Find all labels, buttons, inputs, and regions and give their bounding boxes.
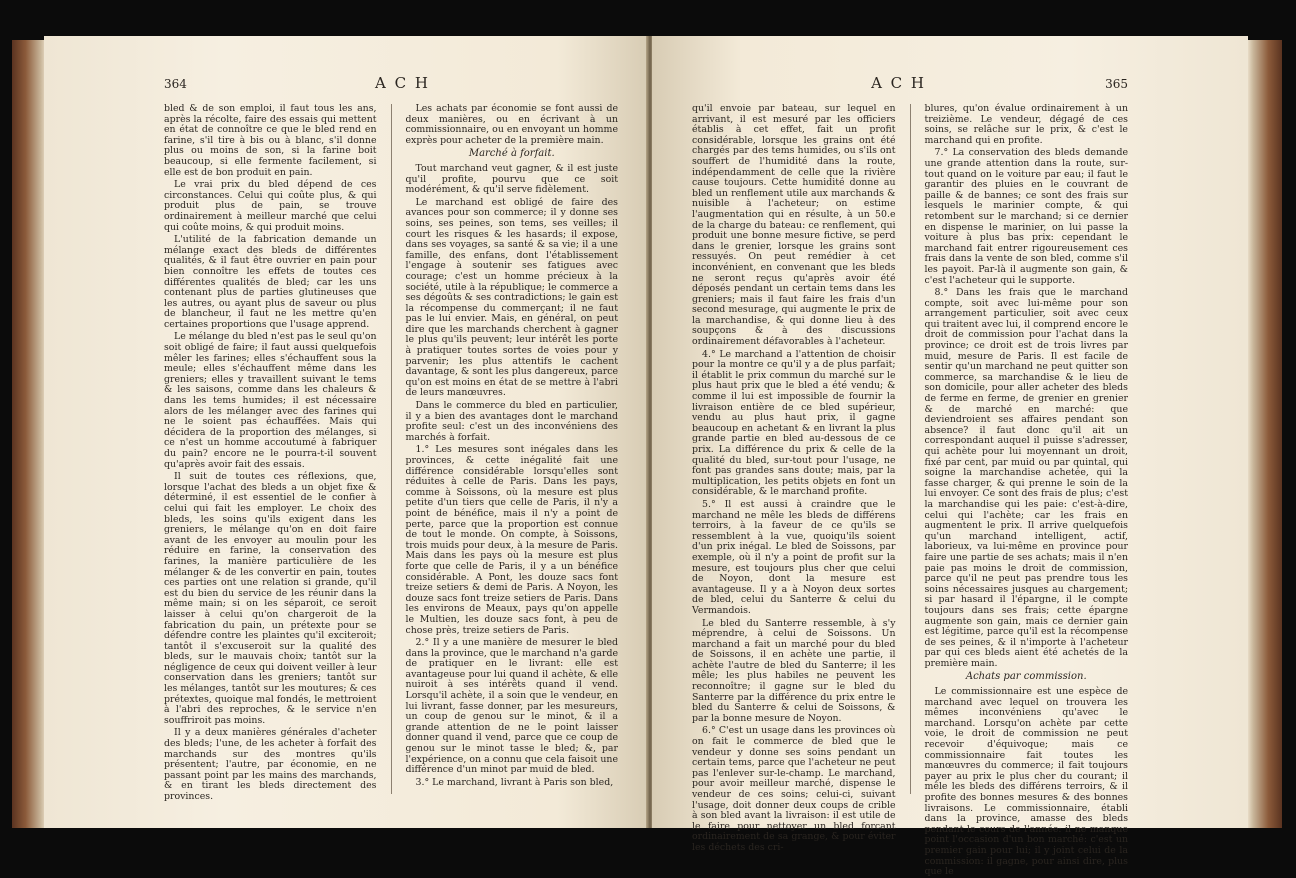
section-heading: Marché à forfait. [468, 148, 555, 160]
paragraph: Les achats par économie se font aussi de deux manières, ou en écrivant à un commissionnaire, ou en envoyant un homme exprès pour acheter de la première main. [405, 103, 618, 146]
right-page [652, 36, 1248, 878]
paragraph: Dans le commerce du bled en particulier, il y a bien des avantages dont le marchand profite seul: c'est un des inconvéniens des marchés à forfait. [405, 400, 618, 443]
paragraph: L'utilité de la fabrication demande un mélange exact des bleds de différentes qualités, & il faut être ouvrier en pain pour bien connoître les effets de toutes ces différentes qualités de bled; car les uns contenant plus de parties glutineuses que les autres, ou ayant plus de saveur ou plus de blancheur, il faut ne les mettre qu'en certaines proportions que l'usage apprend. [164, 234, 377, 330]
right-page-number: 365 [1105, 77, 1128, 91]
right-page-column-1 [692, 103, 896, 853]
left-page [44, 36, 648, 828]
right-page-column-2 [924, 103, 1129, 878]
paragraph: 4.° Le marchand a l'attention de choisir pour la montre ce qu'il y a de plus parfait; il établit le prix commun du marché sur le plus haut prix que le bled a été vendu; & comme il lui est impossible de fournir la livraison entière de ce bled supérieur, vendu au plus haut prix, il gagne beaucoup en achetant & en livrant la plus grande partie en bled au-dessous de ce prix. La différence du prix & celle de la qualité du bled, sur-tout pour l'usage, ne font pas grandes sans doute; mais, par la multiplication, les petits objets en font un considérable, & le marchand profite. [692, 348, 896, 498]
left-running-head: A C H [374, 74, 430, 92]
section-heading: Achats par commission. [965, 671, 1087, 683]
paragraph: 5.° Il est aussi à craindre que le marchand ne mêle les bleds de différens terroirs, à la faveur de ce qu'ils se ressemblent à la vue, quoiqu'ils soient d'un prix inégal. Le bled de Soissons, par exemple, où il n'y a point de profit sur la mesure, est toujours plus cher que celui de Noyon, dont la mesure est avantageuse. Il y a à Noyon deux sortes de bled, celui du Santerre & celui du Vermandois. [692, 498, 896, 616]
book-edge-right [1248, 40, 1282, 828]
left-page-column-2 [406, 104, 619, 794]
paragraph: bled & de son emploi, il faut tous les ans, après la récolte, faire des essais qui mettent en état de connoître ce que le bled rend en farine, s'il tire à bis ou à blanc, s'il donne plus ou moins de son, si la farine boit beaucoup, si elle fermente facilement, si elle est de bon produit en pain. [164, 103, 377, 178]
paragraph: 1.° Les mesures sont inégales dans les provinces, & cette inégalité fait une différence considérable lorsqu'elles sont réduites à celle de Paris. Dans les pays, comme à Soissons, où la mesure est plus petite d'un tiers que celle de Paris, il n'y a point de bénéfice, mais il n'y a point de perte, parce que la proportion est connue de tout le monde. On compte, à Soissons, trois muids pour deux, à la mesure de Paris. Mais dans les pays où la mesure est plus forte que celle de Paris, il y a un bénéfice considérable. A Pont, les douze sacs font treize setiers & demi de Paris. A Noyon, les douze sacs font treize setiers de Paris. Dans les environs de Meaux, pays qu'on appelle le Multien, les douze sacs font, à peu de chose près, treize setiers de Paris. [405, 444, 618, 636]
right-page-header [692, 74, 1128, 96]
paragraph: qu'il envoie par bateau, sur lequel en arrivant, il est mesuré par les officiers établis à cet effet, fait un profit considérable, lorsque les grains ont été chargés par des tems humides, ou s'ils ont souffert de l'humidité dans la route, indépendamment de celle que la rivière cause toujours. Cette humidité donne au bled un renflement utile aux marchands & nuisible à l'acheteur; on estime l'augmentation qui en résulte, à un 50.e de la charge du bateau: ce renflement, qui produit une bonne mesure fictive, se perd dans le grenier, lorsque les grains sont ressuyés. On peut remédier à cet inconvénient, en convenant que les bleds ne seront reçus qu'après avoir été déposés pendant un certain tems dans les greniers; mais il faut faire les frais d'un second mesurage, qui augmente le prix de la marchandise, & qui donne lieu à des soupçons & à des discussions ordinairement défavorables à l'acheteur. [692, 103, 896, 348]
book-edge-left [12, 40, 46, 828]
left-page-header [164, 74, 618, 96]
paragraph: Le marchand est obligé de faire des avances pour son commerce; il y donne ses soins, ses peines, son tems, ses veilles; il court les risques & les hasards; il expose, dans ses voyages, sa santé & sa vie; il a une famille, des enfans, dont l'établissement l'engage à soutenir ses fatigues avec courage; c'est un homme précieux à la société, utile à la république; le commerce a ses dégoûts & ses contradictions; le gain est la récompense du commerçant; il ne faut pas le lui envier. Mais, en général, on peut dire que les marchands cherchent à gagner le plus qu'ils peuvent; leur intérêt les porte à pratiquer toutes sortes de voies pour y parvenir; les plus attentifs le cachent davantage, & sont les plus dangereux, parce qu'on est moins en état de se mettre à l'abri de leurs manœuvres. [405, 196, 618, 399]
left-page-number: 364 [164, 77, 187, 91]
paragraph: blures, qu'on évalue ordinairement à un treizième. Le vendeur, dégagé de ces soins, se relâche sur le prix, & c'est le marchand qui en profite. [924, 103, 1128, 146]
paragraph: 6.° C'est un usage dans les provinces où on fait le commerce de bled que le vendeur y donne ses soins pendant un certain tems, parce que l'acheteur ne peut pas l'enlever sur-le-champ. Le marchand, pour avoir meilleur marché, dispense le vendeur de ces soins; celui-ci, suivant l'usage, doit donner deux coups de crible à son bled avant la livraison: il est utile de le faire pour nettoyer un bled forcant ordinairement de sa grange, & pour éviter les déchets des cri- [692, 725, 896, 853]
column-rule [391, 104, 392, 794]
right-running-head: A C H [871, 74, 927, 92]
paragraph: 3.° Le marchand, livrant à Paris son bled, [415, 776, 614, 788]
paragraph: Il y a deux manières générales d'acheter des bleds; l'une, de les acheter à forfait des marchands sur des montres qu'ils présentent; l'autre, par économie, en ne passant point par les mains des marchands, & en tirant les bleds directement des provinces. [164, 727, 377, 802]
paragraph: Le bled du Santerre ressemble, à s'y méprendre, à celui de Soissons. Un marchand a fait un marché pour du bled de Soissons, il en achète une partie, il achète l'autre de bled du Santerre; il les mêle; les plus habiles ne peuvent les reconnoître; il gagne sur le bled du Santerre par la différence du prix entre le bled du Santerre & celui de Soissons, & par la bonne mesure de Noyon. [692, 617, 896, 724]
paragraph: Le vrai prix du bled dépend de ces circonstances. Celui qui coûte plus, & qui produit plus de pain, se trouve ordinairement à meilleur marché que celui qui coûte moins, & qui produit moins. [164, 179, 377, 233]
paragraph: 2.° Il y a une manière de mesurer le bled dans la province, que le marchand n'a garde de pratiquer en le livrant: elle est avantageuse pour lui quand il achète, & elle nuiroit à ses intérêts quand il vend. Lorsqu'il achète, il a soin que le vendeur, en lui livrant, fasse donner, par les mesureurs, un coup de genou sur le minot, & il a grande attention de ne le point laisser donner quand il vend, parce que ce coup de genou sur le minot tasse le bled; &, par l'expérience, on a connu que cela faisoit une différence d'un minot par muid de bled. [405, 637, 618, 776]
paragraph: Le mélange du bled n'est pas le seul qu'on soit obligé de faire; il faut aussi quelquefois mêler les farines; elles s'échauffent sous la meule; elles s'échauffent même dans les greniers; elles y travaillent suivant le tems & les saisons, comme dans les chaleurs & dans les tems humides; il est nécessaire alors de les mélanger avec des farines qui ne le soient pas échauffées. Mais qui décidera de la proportion des mélanges, si ce n'est un homme accoutumé à fabriquer du pain? encore ne le pourra-t-il souvent qu'après avoir fait des essais. [164, 331, 377, 470]
column-rule [910, 104, 911, 794]
paragraph: Le commissionnaire est une espèce de marchand avec lequel on trouvera les mêmes inconvéniens qu'avec le marchand. Lorsqu'on achète par cette voie, le droit de commission ne peut recevoir d'équivoque; mais ce commissionnaire fait toutes les manœuvres du commerce; il fait toujours payer au prix le plus cher du courant; il mêle les bleds des différens terroirs, & il profite des bonnes mesures & des bonnes livraisons. Le commissionnaire, établi dans la province, amasse des bleds pendant le cours de l'année: il ne manque point l'occasion d'un bon marché: c'est un premier gain pour lui; il y joint celui de la commission: il gagne, pour ainsi dire, plus que le [924, 686, 1128, 878]
paragraph: 7.° La conservation des bleds demande une grande attention dans la route, sur-tout quand on le voiture par eau; il faut le garantir des pluies en le couvrant de paille & de bannes; ce sont des frais sur lesquels le marinier compte, & qui retombent sur le marchand; si ce dernier en dispense le marinier, on lui passe la voiture à plus bas prix: cependant le marchand fait entrer rigoureusement ces frais dans la vente de son bled, comme s'il les payoit. Par-là il augmente son gain, & c'est l'acheteur qui le supporte. [924, 147, 1128, 286]
paragraph: Il suit de toutes ces réflexions, que, lorsque l'achat des bleds a un objet fixe & déterminé, il est essentiel de le confier à celui qui fait les employer. Le choix des bleds, les soins qu'ils exigent dans les greniers, le mélange qu'on en doit faire avant de les envoyer au moulin pour les réduire en farine, la conservation des farines, la manière particulière de les mélanger & de les convertir en pain, toutes ces parties ont une relation si grande, qu'il est du bien du service de les réunir dans la même main; si on les séparoit, ce seroit laisser à celui qu'on chargeroit de la fabrication du pain, un prétexte pour se défendre contre les plaintes qu'il exciteroit; tantôt il s'excuseroit sur la qualité des bleds, sur le mauvais choix; tantôt sur la négligence de ceux qui doivent veiller à leur conservation dans les greniers; tantôt sur les mélanges, tantôt sur les moutures; & ces prétextes, quoique mal fondés, le mettroient à l'abri des reproches, & le service n'en souffriroit pas moins. [164, 471, 377, 726]
paragraph: 8.° Dans les frais que le marchand compte, soit avec lui-même pour son arrangement particulier, soit avec ceux qui traitent avec lui, il comprend encore le droit de commission pour l'achat dans la province; ce droit est de trois livres par muid, mesure de Paris. Il est facile de sentir qu'un marchand ne peut quitter son commerce, sa marchandise & le lieu de son domicile, pour aller acheter des bleds de ferme en ferme, de grenier en grenier & de marché en marché: que deviendroient ses affaires pendant son absence? il faut donc qu'il ait un correspondant auquel il puisse s'adresser, qui achète pour lui moyennant un droit, fixé par cent, par muid ou par quintal, qui soigne la marchandise achetée, qui la fasse charger, & qui prenne le soin de la lui envoyer. Ce sont des frais de plus; c'est la marchandise qui les paie: c'est-à-dire, celui qui l'achète; car les frais en augmentent le prix. Il arrive quelquefois qu'un marchand intelligent, actif, laborieux, va lui-même en province pour faire une partie de ses achats; mais il n'en paie pas moins le droit de commission, parce qu'il ne peut pas prendre tous les soins nécessaires jusques au chargement; si par hasard il l'épargne, il le compte toujours dans ses frais; cette épargne augmente son gain, mais ce dernier gain est légitime, parce qu'il est la récompense de ses peines, & il n'importe à l'acheteur par qui ces bleds aient été achetés de la première main. [924, 287, 1128, 669]
paragraph: Tout marchand veut gagner, & il est juste qu'il profite, pourvu que ce soit modérément, & qu'il serve fidèlement. [405, 162, 618, 196]
left-page-column-1 [164, 103, 377, 802]
